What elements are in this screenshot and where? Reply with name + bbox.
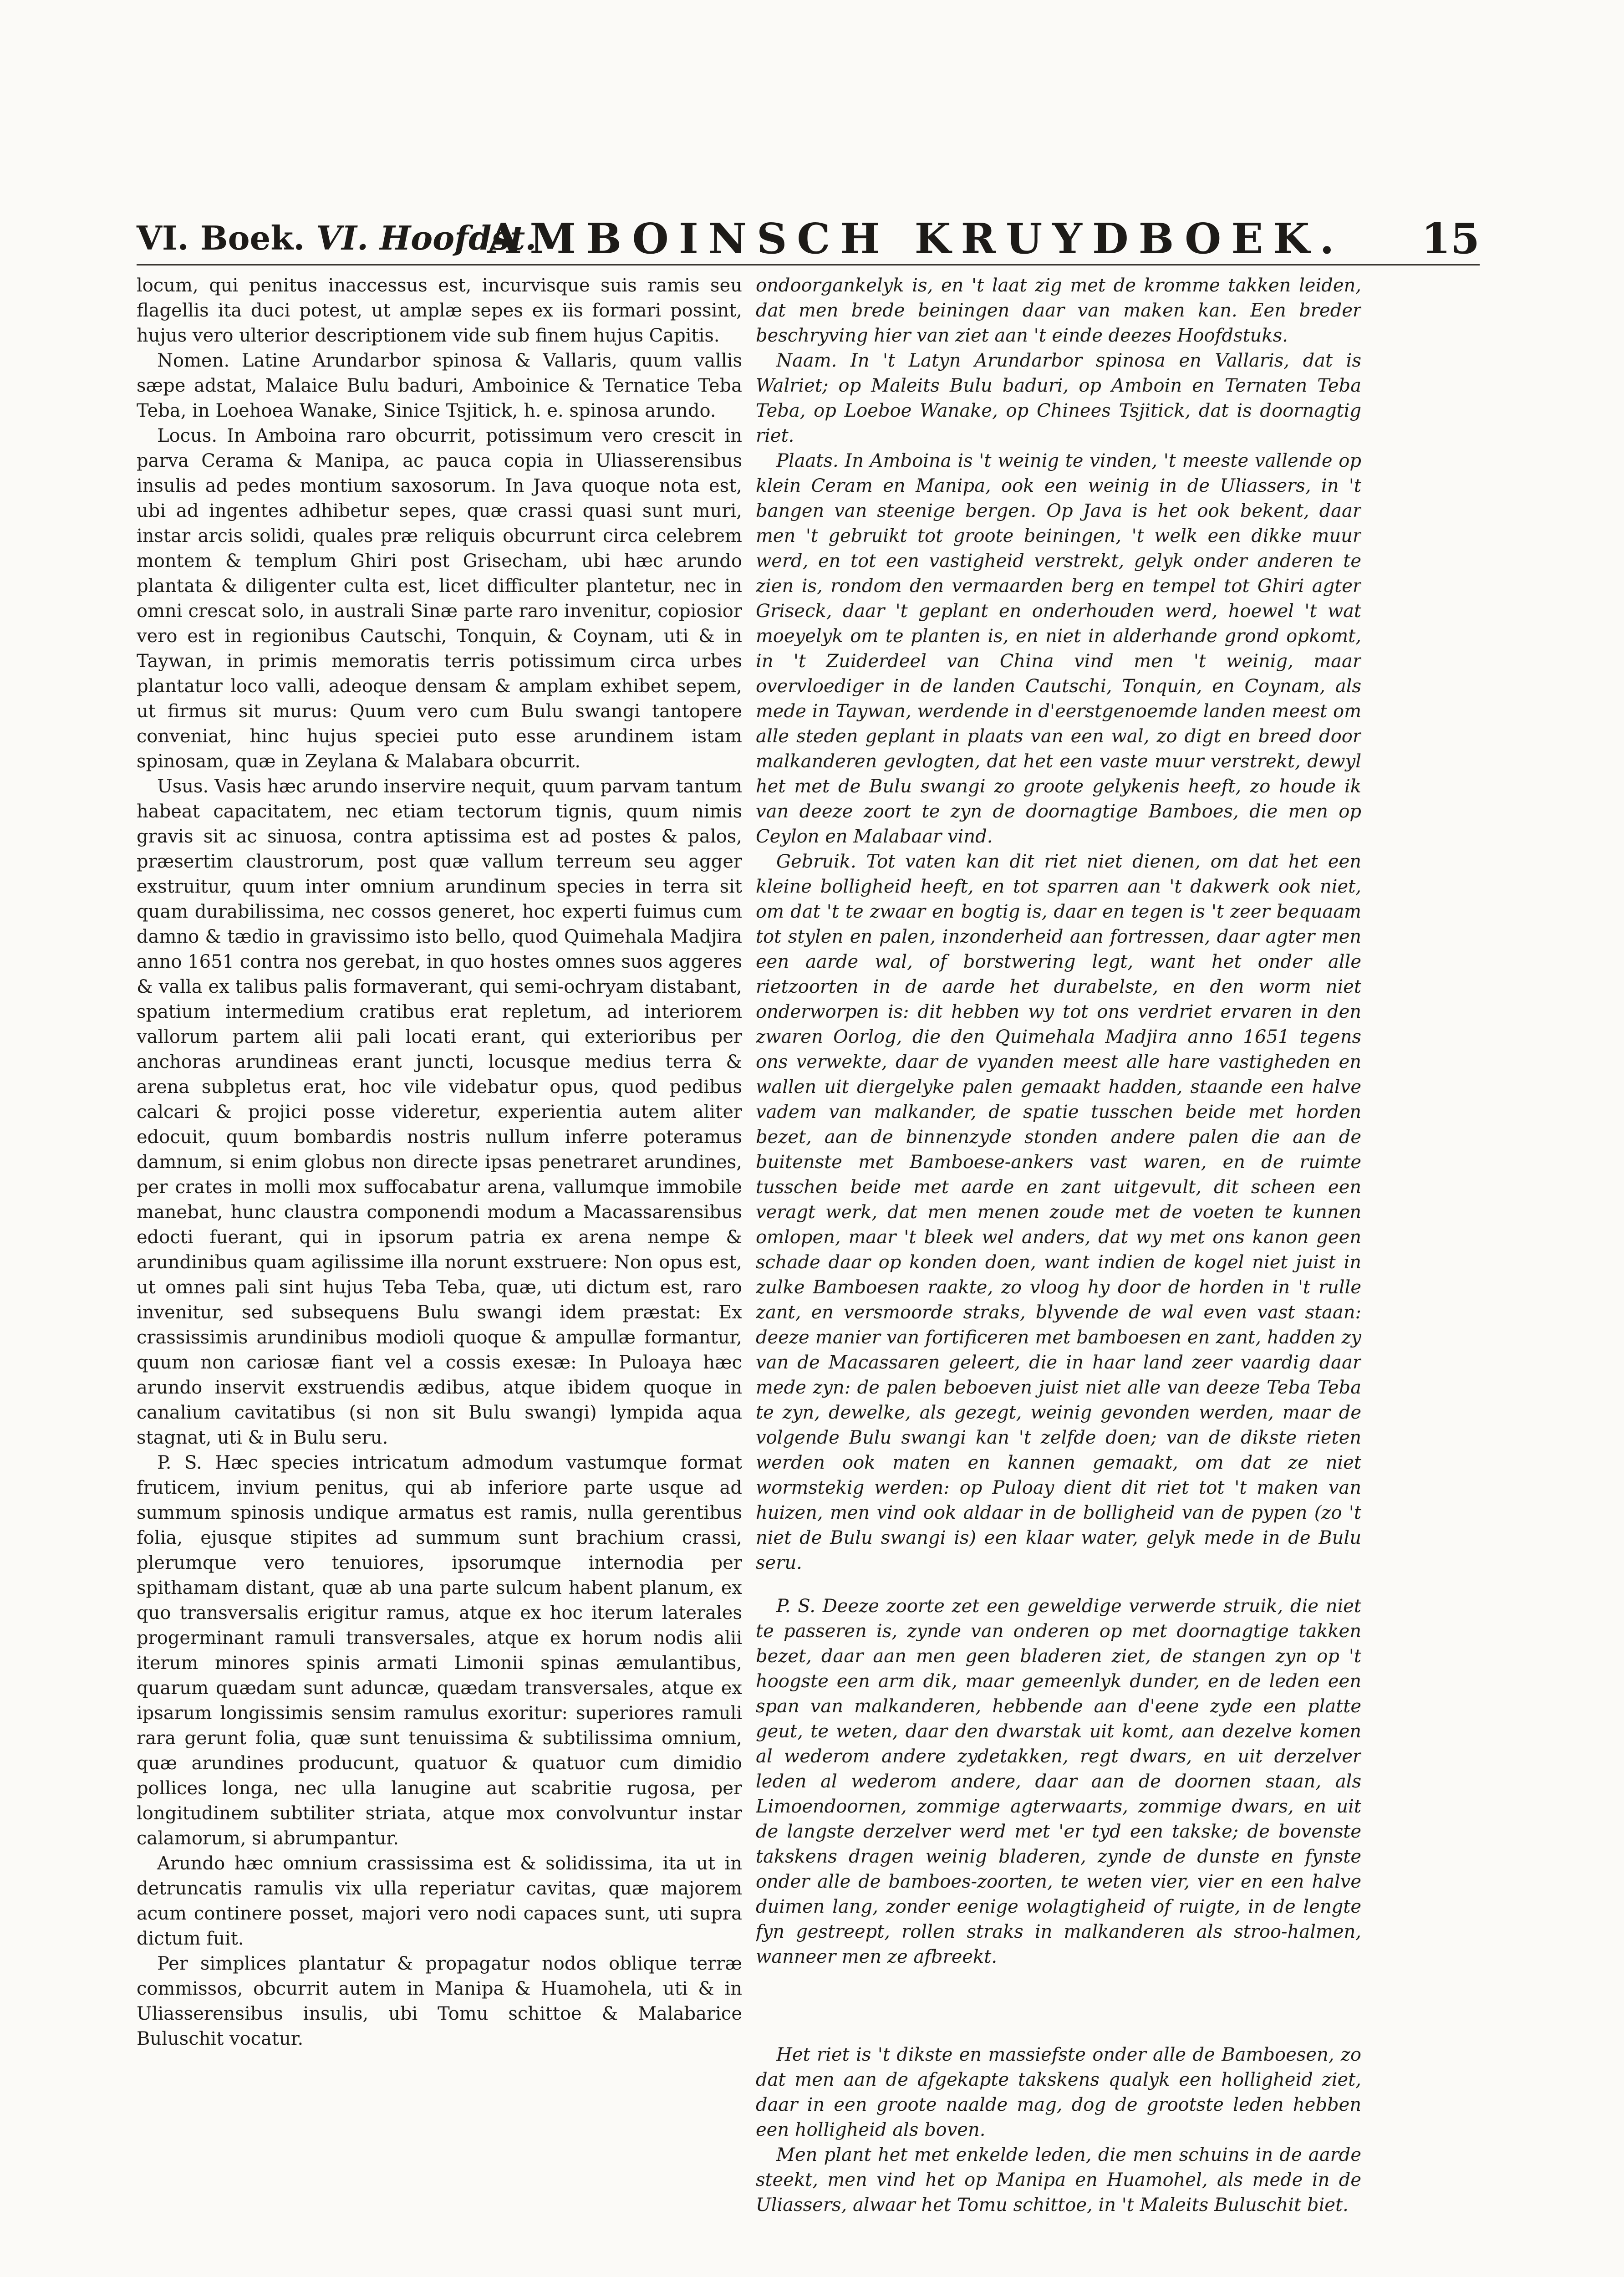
book-label: VI. Boek. [137, 219, 305, 257]
running-header [137, 214, 1480, 265]
latin-paragraph-usus: Usus. Vasis hæc arundo inservire nequit, quum parvam tantum habeat capacitatem, nec etiam tectorum tignis, quum nimis gravis sit ac sinuosa, contra aptissima est ad postes & palos, præsertim claustrorum, post quæ vallum terreum seu agger exstruitur, quum inter omnium arundinum species in terra sit quam durabilissima, nec cossos generet, hoc experti fuimus cum damno & tædio in gravissimo isto bello, quod Quimehala Madjira anno 1651 contra nos gerebat, in quo hostes omnes suos aggeres & valla ex talibus palis formaverant, qui semi-ochryam distabant, spatium intermedium cratibus erat repletum, ad interiorem vallorum partem alii pali locati erant, qui exterioribus per anchoras arundineas erant juncti, locusque medius terra & arena subpletus erat, hoc vile videbatur opus, quod pedibus calcari & projici posse videretur, experientia autem aliter edocuit, quum bombardis nostris nullum inferre poteramus damnum, si enim globus non directe ipsas penetraret arundines, per crates in molli mox suffocabatur arena, vallumque immobile manebat, hunc claustra componendi modum a Macassarensibus edocti fuerant, qui in ipsorum patria ex arena nempe & arundinibus quam agilissime illa norunt exstruere: Non opus est, ut omnes pali sint hujus Teba Teba, quæ, uti dictum est, raro invenitur, sed subsequens Bulu swangi idem præstat: Ex crassissimis arundinibus modioli quoque & ampullæ formantur, quum non cariosæ fiant vel a cossis exesæ: In Puloaya hæc arundo inservit exstruendis ædibus, atque ibidem quoque in canalium cavitatibus (si non sit Bulu swangi) lympida aqua stagnat, uti & in Bulu seru. [137, 776, 742, 1448]
dutch-paragraph: Het riet is 't dikste en massiefste onder alle de Bamboesen, zo dat men aan de afgekapte takskens qualyk een holligheid ziet, daar in een groote naalde mag, dog de grootste leden hebben een holligheid als boven. [756, 2044, 1361, 2140]
latin-paragraph: locum, qui penitus inaccessus est, incurvisque suis ramis seu flagellis ita duci potest, ut amplæ sepes ex iis formari possint, hujus vero ulterior descriptionem vide sub finem hujus Capitis. [137, 275, 742, 346]
dutch-paragraph-ps: P. S. Deeze zoorte zet een geweldige verwerde struik, die niet te passeren is, zynde van onderen op met doornagtige takken bezet, daar aan men geen bladeren ziet, de stangen zyn op 't hoogste een arm dik, maar gemeenlyk dunder, en de leden een span van malkanderen, hebbende aan d'eene zyde een platte geut, te weten, daar den dwarstak uit komt, aan dezelve komen al wederom andere zydetakken, regt dwars, en uit derzelver leden al wederom andere, daar aan de doornen staan, als Limoendoornen, zommige agterwaarts, zommige dwars, en uit de langste derzelver werd met 'er tyd een takske; de bovenste takskens dragen weinig bladeren, zynde de dunste en fynste onder alle de bamboes-zoorten, te weten vier, vier en een halve duimen lang, zonder eenige wolagtigheid of ruigte, in de lengte fyn gestreept, rollen straks in malkanderen als stroo-halmen, wanneer men ze afbreekt. [756, 1596, 1361, 1967]
dutch-paragraph-naam: Naam. In 't Latyn Arundarbor spinosa en Vallaris, dat is Walriet; op Maleits Bulu baduri, op Amboin en Ternaten Teba Teba, op Loeboe Wanake, op Chinees Tsjitick, dat is doornagtig riet. [756, 350, 1361, 446]
book-chapter-label [137, 219, 536, 257]
latin-paragraph-locus: Locus. In Amboina raro obcurrit, potissimum vero crescit in parva Cerama & Manipa, ac pauca copia in Uliasserensibus insulis ad pedes montium saxosorum. In Java quoque nota est, ubi ad ingentes adhibetur sepes, quæ crassi quasi sunt muri, instar arcis solidi, quales præ reliquis obcurrunt circa celebrem montem & templum Ghiri post Grisecham, ubi hæc arundo plantata & diligenter culta est, licet difficulter plantetur, nec in omni crescat solo, in australi Sinæ parte raro invenitur, copiosior vero est in regionibus Cautschi, Tonquin, & Coynam, uti & in Taywan, in primis memoratis terris potissimum circa urbes plantatur loco valli, adeoque densam & amplam exhibet sepem, ut firmus sit murus: Quum vero cum Bulu swangi tantopere conveniat, hinc hujus speciei puto esse arundinem istam spinosam, quæ in Zeylana & Malabara obcurrit. [137, 425, 742, 772]
latin-paragraph: Per simplices plantatur & propagatur nodos oblique terræ commissos, obcurrit autem in Manipa & Huamohela, uti & in Uliasserensibus insulis, ubi Tomu schittoe & Malabarice Buluschit vocatur. [137, 1953, 742, 2049]
page-number: 15 [1421, 214, 1480, 263]
latin-paragraph-nomen: Nomen. Latine Arundarbor spinosa & Vallaris, quum vallis sæpe adstat, Malaice Bulu baduri, Amboinice & Ternatice Teba Teba, in Loehoea Wanake, Sinice Tsjitick, h. e. spinosa arundo. [137, 350, 742, 421]
latin-paragraph: Arundo hæc omnium crassissima est & solidissima, ita ut in detruncatis ramulis vix ulla reperiatur cavitas, quæ majorem acum continere posset, majori vero nodi capaces sunt, uti supra dictum fuit. [137, 1853, 742, 1949]
latin-column [137, 273, 742, 2277]
dutch-paragraph-gebruik: Gebruik. Tot vaten kan dit riet niet dienen, om dat het een kleine bolligheid heeft, en tot sparren aan 't dakwerk ook niet, om dat 't te zwaar en bogtig is, daar en tegen is 't zeer bequaam tot stylen en palen, inzonderheid aan fortressen, daar agter men een aarde wal, of borstwering legt, want het onder alle rietzoorten in de aarde het durabelste, en den worm niet onderworpen is: dit hebben wy tot ons verdriet ervaren in den zwaren Oorlog, die den Quimehala Madjira anno 1651 tegens ons verwekte, daar de vyanden meest alle hare vastigheden en wallen uit diergelyke palen gemaakt hadden, staande een halve vadem van malkander, de spatie tusschen beide met horden bezet, aan de binnenzyde stonden andere palen die aan de buitenste met Bamboese-ankers vast waren, en de ruimte tusschen beide met aarde en zant uitgevult, dit scheen een veragt werk, dat men menen zoude met de voeten te kunnen omlopen, maar 't bleek wel anders, dat wy met ons kanon geen schade daar op konden doen, want indien de kogel niet juist in zulke Bamboesen raakte, zo vloog hy door de horden in 't rulle zant, en versmoorde straks, blyvende de wal even vast staan: deeze manier van fortificeren met bamboesen en zant, hadden zy van de Macassaren geleert, die in haar land zeer vaardig daar mede zyn: de palen beboeven juist niet alle van deeze Teba Teba te zyn, dewelke, als gezegt, weinig gevonden werden, maar de volgende Bulu swangi kan 't zelfde doen; van de dikste rieten werden ook maten en kannen gemaakt, om dat ze niet wormstekig werden: op Puloay dient dit riet tot 't maken van huizen, men vind ook aldaar in de bolligheid van de pypen (zo 't niet de Bulu swangi is) een klaar water, gelyk mede in de Bulu seru. [756, 851, 1361, 1573]
dutch-column [756, 273, 1361, 2277]
dutch-paragraph: Men plant het met enkelde leden, die men schuins in de aarde steekt, men vind het op Manipa en Huamohel, als mede in de Uliassers, alwaar het Tomu schittoe, in 't Maleits Buluschit biet. [756, 2144, 1361, 2216]
dutch-paragraph: ondoorgankelyk is, en 't laat zig met de kromme takken leiden, dat men brede beiningen daar van maken kan. Een breder beschryving hier van ziet aan 't einde deezes Hoofdstuks. [756, 275, 1361, 346]
latin-paragraph-ps: P. S. Hæc species intricatum admodum vastumque format fruticem, invium penitus, qui ab inferiore parte usque ad summum spinosis undique armatus est ramis, nulla gerentibus folia, ejusque stipites ad summum sunt brachium crassi, plerumque vero tenuiores, ipsorumque internodia per spithamam distant, quæ ab una parte sulcum habent planum, ex quo transversalis erigitur ramus, atque ex hoc iterum laterales progerminant ramuli transversales, atque ex horum nodis alii iterum minores spinis armati Limonii spinas æmulantibus, quarum quædam sunt aduncæ, quædam transversales, atque ex ipsarum longissimis sensim ramulus exoritur: superiores ramuli rara gerunt folia, quæ sunt tenuissima & subtilissima omnium, quæ arundines producunt, quatuor & quatuor cum dimidio pollices longa, nec ulla lanugine aut scabritie rugosa, per longitudinem subtiliter striata, atque mox convolvuntur instar calamorum, si abrumpantur. [137, 1452, 742, 1849]
page-title: AMBOINSCH KRUYDBOEK. [487, 214, 1344, 263]
dutch-paragraph-plaats: Plaats. In Amboina is 't weinig te vinden, 't meeste vallende op klein Ceram en Manipa, ook een weinig in de Uliassers, in 't bangen van steenige bergen. Op Java is het ook bekent, daar men 't gebruikt tot groote beiningen, 't welk een dikke muur werd, en tot een vastigheid verstrekt, gelyk onder anderen te zien is, rondom den vermaarden berg en tempel tot Ghiri agter Griseck, daar 't geplant en onderhouden werd, hoewel 't wat moeyelyk om te planten is, en niet in alderhande grond opkomt, in 't Zuiderdeel van China vind men 't weinig, maar overvloediger in de landen Cautschi, Tonquin, en Coynam, als mede in Taywan, werdende in d'eerstgenoemde landen meest om alle steden geplant in plaats van een wal, zo digt en breed door malkanderen gevlogten, dat het een vaste muur verstrekt, dewyl het met de Bulu swangi zo groote gelykenis heeft, zo houde ik van deeze zoort te zyn de doornagtige Bamboes, die men op Ceylon en Malabaar vind. [756, 450, 1361, 847]
chapter-label: VI. Hoofdst. [316, 219, 537, 257]
